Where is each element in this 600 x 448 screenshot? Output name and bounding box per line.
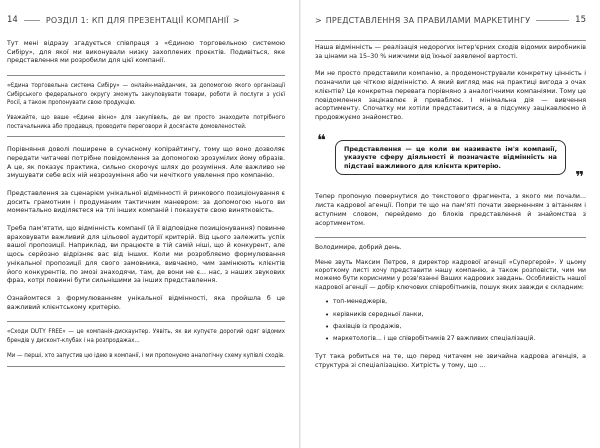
list-item: • маркетологів... і ще співробітників 27 важливих спеціалізацій. (333, 335, 586, 343)
left-page (0, 0, 299, 448)
paragraph: Порівняння доволі поширене в сучасному копірайтингу, тому що воно дозволяє передати читачеві потрібне повідомлення за допомогою зрозумілих йому образів. А це, як показує практика, сильно скорочує шлях до розуміння. Але важливо не змушувати себе всіх ній незрозуміння або чи нечіткого уявлення про компанію. (7, 146, 285, 180)
paragraph: Тепер пропоную повернутися до текстового фрагмента, з якого ми почали... листа кадрової агенції. Попри те що на пам'яті почати зверненням з вітанням і вступним словом, перейдемо до блоків представлення й знайомства з асортиментом. (315, 193, 586, 227)
example-letter (315, 237, 586, 344)
header-rule (24, 20, 40, 21)
paragraph: Ознайомтеся з формулюванням унікальної відмінності, яка пройшла б це важливий клієнтському критерію. (7, 294, 285, 311)
chevron-right-icon: > (315, 15, 322, 25)
right-running-header (315, 14, 586, 26)
letter-list (333, 298, 586, 344)
paragraph: Представлення за сценарієм унікальної відмінності й ринкового позиціонування є досить грамотним і продуманим тактичним маневром: за допомогою нього ви моментально виділяєтеся на тлі інших компаній і показуєте свою винятковість. (7, 189, 285, 215)
header-rule (536, 20, 569, 21)
callout-box (335, 140, 566, 176)
paragraph: Ми не просто представили компанію, а продемонстрували конкретну цінність і позначили це чіткою відмінністю. А який вигляд має на практиці вигода з очах клієнтів? Це конкретна перевага порівняно з аналогічними компаніями. Тому це повідомлення зацікавлює й приваблює. І мінімальна дія — вивчення асортименту. Спочатку ми хотіли представитися, а в підсумку зацікавлюємо й продовжуємо знайомство. (315, 70, 586, 121)
letter-body: Мене звуть Максим Петров, я директор кадрової агенції «Супергерой». У цьому короткому листі хочу представити нашу компанію, а також розповісти, чим ми можемо бути корисними у розв'язанні Ваших кадрових завдань. Особливість нашої кадрової агенції — добір ключових співробітників, пошук яких завжди є складним: (315, 258, 586, 291)
header-title-left: КП ДЛЯ ПРЕЗЕНТАЦІЇ КОМПАНІЇ (91, 15, 229, 25)
page-number-left: 14 (7, 15, 18, 25)
quote-paragraph: Ми — перші, хто запустив цю ідею в компанії, і ми пропонуємо аналогічну схему купівлі сходів. (7, 352, 285, 360)
quote-paragraph: Уважайте, що ваше «Єдине вікно» для закупівель, де ви просто знаходите потрібного постачальника або продавця, проводите переговори й досягаєте домовленостей. (7, 114, 285, 130)
page-number-right: 15 (575, 15, 586, 25)
callout-text: Представлення — це коли ви називаєте ім'я компанії, указуєте сферу діяльності й позначаєте відмінність на підставі важливого для клієнта критерію. (344, 144, 557, 170)
quote-paragraph: «Єдина торговельна система Сибіру» — онлайн-майданчик, за допомогою якого організації Сибірського федерального округу зможуть закуповувати товари, роботи й послуги з усієї Росії, а також пропонувати свою продукцію. (7, 82, 285, 106)
example-quote (7, 75, 285, 137)
example-box (315, 40, 586, 61)
open-quote-icon: ❝ (317, 130, 326, 149)
paragraph: Тут така робиться на те, що перед читачем не звичайна кадрова агенція, а структура зі спеціалізацією. Хитрість у тому, що ... (315, 352, 586, 369)
list-item: • топ-менеджерів, (333, 298, 586, 306)
paragraph: Треба пам'ятати, що відмінність компанії (й її відповідне позиціонування) повинне враховувати важливий для цільової аудиторії критерій. Від цього залежить успіх вашої пропозиції. Наприклад, ви працюєте в тій самій ніші, що й конкурент, але щось серйозно відрізняє вас від інших. Коли ми розробляємо формулювання унікальної пропозиції для свого замовника, вивчаємо, чим замінюють клієнтів його конкурентів, по змозі знаходячи, там, де вони не є... нас, з наших звукових фраз, котрі повинні бути сильнішими за інших представлення. (7, 225, 285, 285)
chapter-label: РОЗДІЛ 1: (45, 15, 89, 25)
quote-paragraph: «Сходи DUTY FREE» — це компанія-дискаунтер. Уявіть, як ви купуєте дорогий одяг відомих брендів у дисконт-клубах і на розпродажах... (7, 328, 285, 344)
paragraph: Тут мені відразу згадується співпраця з «Єдиною торговельною системою Сибіру», для якої ми виконували низку захоплених проєктів. Подивіться, яке представлення ми розробили для цієї компанії. (7, 40, 285, 65)
list-item: • фахівців із продажів, (333, 323, 586, 331)
close-quote-icon: ❞ (575, 168, 584, 187)
chevron-right-icon: > (232, 15, 240, 25)
letter-greeting: Володимире, добрий день. (315, 244, 402, 252)
header-title-right: ПРЕДСТАВЛЕННЯ ЗА ПРАВИЛАМИ МАРКЕТИНГУ (325, 15, 531, 25)
key-definition-callout (315, 130, 586, 187)
left-running-header (7, 14, 285, 26)
example-quote (7, 321, 285, 366)
right-page (301, 0, 600, 448)
box-paragraph: Наша відмінність — реалізація недорогих інтер'єрних сходів відомих виробників за цінами на 15–30 % нижчими від їхньої заявленої вартості. (315, 44, 586, 60)
list-item: • керівників середньої ланки, (333, 311, 586, 319)
